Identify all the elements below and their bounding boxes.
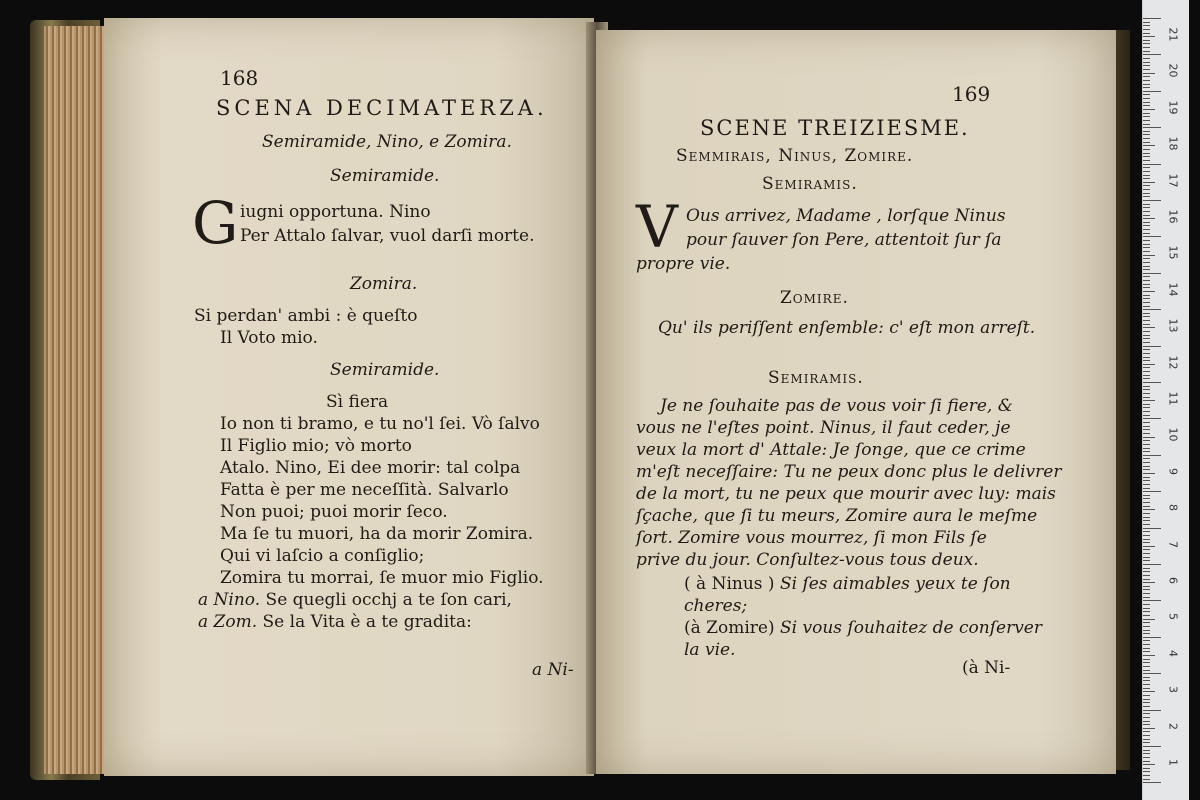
ruler-tick: [1143, 608, 1150, 609]
ruler-tick: [1143, 404, 1150, 405]
ruler-tick: [1143, 560, 1150, 561]
ruler-tick: [1143, 189, 1150, 190]
ruler-tick: [1143, 717, 1150, 718]
ruler-tick: [1143, 557, 1150, 558]
ruler-tick: [1143, 284, 1150, 285]
ruler-tick: [1143, 182, 1155, 183]
ruler-tick: [1143, 688, 1150, 689]
ruler-tick: [1143, 124, 1150, 125]
speaker-heading: Zomira.: [350, 274, 418, 294]
ruler-tick: [1143, 586, 1150, 587]
ruler-tick: [1143, 630, 1150, 631]
ruler-tick: [1143, 156, 1150, 157]
ruler-tick: [1143, 54, 1161, 55]
ruler-tick: [1143, 753, 1150, 754]
ruler-tick: [1143, 178, 1150, 179]
ruler-tick: [1143, 484, 1150, 485]
verse-text: Se la Vita è a te gradita:: [262, 612, 472, 632]
ruler-tick: [1143, 695, 1150, 696]
ruler-tick: [1143, 761, 1150, 762]
ruler-tick: [1143, 382, 1161, 383]
ruler-tick: [1143, 670, 1150, 671]
ruler-tick: [1143, 331, 1150, 332]
ruler-tick: [1143, 517, 1150, 518]
verse-line: Il Figlio mio; vò morto: [220, 436, 412, 456]
ruler-number: 12: [1166, 355, 1180, 370]
ruler-number: 14: [1166, 282, 1180, 297]
ruler-tick: [1143, 535, 1150, 536]
ruler-tick: [1143, 575, 1150, 576]
ruler-tick: [1143, 164, 1161, 165]
ruler-tick: [1143, 593, 1150, 594]
ruler-number: 10: [1166, 427, 1180, 442]
ruler-tick: [1143, 750, 1150, 751]
ruler-tick: [1143, 295, 1150, 296]
ruler-tick: [1143, 426, 1150, 427]
ruler-number: 7: [1166, 540, 1180, 548]
ruler-tick: [1143, 153, 1150, 154]
prose-text: Si vous ſouhaitez de conſerver: [780, 618, 1042, 638]
speaker-heading: Semiramis.: [762, 174, 858, 194]
ruler-tick: [1143, 25, 1150, 26]
characters-line: Semmirais, Ninus, Zomire.: [676, 146, 914, 166]
ruler-tick: [1143, 702, 1150, 703]
ruler-tick: [1143, 444, 1150, 445]
ruler-tick: [1143, 666, 1150, 667]
ruler-tick: [1143, 553, 1150, 554]
ruler-tick: [1143, 389, 1150, 390]
ruler-number: 20: [1166, 63, 1180, 78]
ruler-tick: [1143, 433, 1150, 434]
ruler-tick: [1143, 604, 1150, 605]
ruler-tick: [1143, 120, 1150, 121]
ruler-tick: [1143, 495, 1150, 496]
catchword: (à Ni-: [962, 658, 1011, 678]
ruler-tick: [1143, 724, 1150, 725]
verse-line: Il Voto mio.: [220, 328, 318, 348]
ruler-number: 21: [1166, 27, 1180, 42]
ruler-tick: [1143, 462, 1150, 463]
ruler-tick: [1143, 640, 1150, 641]
ruler-tick: [1143, 309, 1161, 310]
ruler-tick: [1143, 615, 1150, 616]
ruler-tick: [1143, 84, 1150, 85]
ruler-tick: [1143, 69, 1150, 70]
ruler-tick: [1143, 480, 1150, 481]
ruler-tick: [1143, 87, 1150, 88]
ruler-tick: [1143, 415, 1150, 416]
ruler-tick: [1143, 225, 1150, 226]
ruler-tick: [1143, 579, 1150, 580]
aside-line: [684, 618, 1042, 638]
ruler-tick: [1143, 313, 1150, 314]
page-number: 169: [952, 82, 991, 106]
ruler-tick: [1143, 440, 1150, 441]
prose-line: vous ne l'eſtes point. Ninus, il faut ceder, je: [636, 418, 1011, 438]
ruler-tick: [1143, 589, 1150, 590]
ruler-tick: [1143, 33, 1150, 34]
ruler-tick: [1143, 633, 1150, 634]
ruler-tick: [1143, 145, 1155, 146]
ruler-tick: [1143, 568, 1150, 569]
ruler-tick: [1143, 422, 1150, 423]
ruler-tick: [1143, 757, 1150, 758]
ruler-tick: [1143, 364, 1155, 365]
ruler-tick: [1143, 477, 1150, 478]
ruler-tick: [1143, 710, 1161, 711]
ruler-tick: [1143, 266, 1150, 267]
ruler-tick: [1143, 335, 1150, 336]
ruler-tick: [1143, 105, 1150, 106]
ruler-tick: [1143, 644, 1150, 645]
ruler-tick: [1143, 116, 1150, 117]
ruler-tick: [1143, 255, 1155, 256]
ruler-tick: [1143, 222, 1150, 223]
prose-line: m'eſt neceſſaire: Tu ne peux donc plus le delivrer: [636, 462, 1062, 482]
ruler-tick: [1143, 706, 1150, 707]
ruler-tick: [1143, 160, 1150, 161]
scene-title: SCENE TREIZIESME.: [700, 116, 970, 140]
ruler-tick: [1143, 699, 1150, 700]
ruler-tick: [1143, 73, 1155, 74]
left-page: [104, 18, 594, 776]
ruler-tick: [1143, 448, 1150, 449]
ruler-tick: [1143, 58, 1150, 59]
ruler-tick: [1143, 528, 1161, 529]
ruler-tick: [1143, 502, 1150, 503]
prose-line: prive du jour. Conſultez-vous tous deux.: [636, 550, 979, 570]
drop-cap: V: [636, 193, 678, 261]
ruler-number: 3: [1166, 686, 1180, 694]
ruler-tick: [1143, 651, 1150, 652]
ruler-number: 8: [1166, 504, 1180, 512]
aside-line: [198, 612, 472, 632]
ruler-tick: [1143, 498, 1150, 499]
ruler-tick: [1143, 258, 1150, 259]
ruler-tick: [1143, 509, 1155, 510]
ruler-tick: [1143, 542, 1150, 543]
ruler-tick: [1143, 251, 1150, 252]
verse-line: Atalo. Nino, Ei dee morir: tal colpa: [220, 458, 521, 478]
left-page-edges: [44, 26, 108, 774]
ruler-tick: [1143, 775, 1150, 776]
ruler-tick: [1143, 367, 1150, 368]
ruler-tick: [1143, 393, 1150, 394]
verse-line: Zomira tu morrai, ſe muor mio Figlio.: [220, 568, 544, 588]
ruler-number: 17: [1166, 173, 1180, 188]
ruler-tick: [1143, 91, 1161, 92]
speaker-heading: Semiramide.: [330, 360, 440, 380]
ruler-tick: [1143, 731, 1150, 732]
ruler-tick: [1143, 18, 1161, 19]
ruler-number: 16: [1166, 209, 1180, 224]
ruler-tick: [1143, 473, 1155, 474]
ruler-tick: [1143, 619, 1155, 620]
ruler-tick: [1143, 207, 1150, 208]
prose-line: Ous arrivez, Madame , lorſque Ninus: [686, 206, 1006, 226]
ruler-tick: [1143, 721, 1150, 722]
ruler-tick: [1143, 247, 1150, 248]
prose-line: veux la mort d' Attale: Je ſonge, que ce crime: [636, 440, 1026, 460]
verse-line: iugni opportuna. Nino: [240, 202, 431, 222]
ruler-tick: [1143, 466, 1150, 467]
ruler-tick: [1143, 211, 1150, 212]
ruler-tick: [1143, 167, 1150, 168]
ruler-tick: [1143, 302, 1150, 303]
verse-text: Se quegli occhj a te ſon cari,: [265, 590, 512, 610]
ruler-tick: [1143, 779, 1150, 780]
verse-line: Sì fiera: [326, 392, 389, 412]
ruler-tick: [1143, 138, 1150, 139]
right-page: [596, 30, 1116, 774]
ruler-tick: [1143, 131, 1150, 132]
ruler-tick: [1143, 571, 1150, 572]
ruler-tick: [1143, 659, 1150, 660]
ruler-tick: [1143, 280, 1150, 281]
verse-line: Qui vi laſcio a conſiglio;: [220, 546, 425, 566]
verse-line: Io non ti bramo, e tu no'l ſei. Vò ſalvo: [220, 414, 540, 434]
ruler-tick: [1143, 236, 1161, 237]
stage-direction: ( à Ninus ): [684, 574, 775, 594]
ruler-tick: [1143, 269, 1150, 270]
ruler-number: 11: [1166, 391, 1180, 406]
ruler-tick: [1143, 386, 1150, 387]
ruler-tick: [1143, 458, 1150, 459]
prose-line: ſort. Zomire vous mourrez, ſi mon Fils ſe: [636, 528, 987, 548]
ruler-tick: [1143, 346, 1161, 347]
ruler-number: 4: [1166, 649, 1180, 657]
ruler-tick: [1143, 488, 1150, 489]
ruler-tick: [1143, 397, 1150, 398]
ruler-tick: [1143, 47, 1150, 48]
ruler-tick: [1143, 76, 1150, 77]
ruler-tick: [1143, 80, 1150, 81]
aside-line: [198, 590, 512, 610]
ruler-tick: [1143, 520, 1150, 521]
ruler-tick: [1143, 353, 1150, 354]
ruler-tick: [1143, 276, 1150, 277]
stage-direction: (à Zomire): [684, 618, 775, 638]
ruler-number: 9: [1166, 467, 1180, 475]
ruler-number: 1: [1166, 759, 1180, 766]
ruler-tick: [1143, 768, 1150, 769]
ruler-tick: [1143, 582, 1155, 583]
ruler-tick: [1143, 273, 1161, 274]
ruler-tick: [1143, 175, 1150, 176]
ruler-tick: [1143, 429, 1150, 430]
prose-line: propre vie.: [636, 254, 731, 274]
ruler-tick: [1143, 407, 1150, 408]
ruler-tick: [1143, 655, 1155, 656]
ruler-tick: [1143, 316, 1150, 317]
ruler-tick: [1143, 360, 1150, 361]
ruler-tick: [1143, 691, 1155, 692]
ruler-tick: [1143, 134, 1150, 135]
ruler-tick: [1143, 680, 1150, 681]
scene-title: SCENA DECIMATERZA.: [216, 96, 548, 120]
speaker-heading: Zomire.: [780, 288, 849, 308]
ruler-tick: [1143, 782, 1161, 783]
ruler-tick: [1143, 262, 1150, 263]
page-number: 168: [220, 66, 259, 90]
ruler-tick: [1143, 662, 1150, 663]
open-book: [30, 14, 1130, 784]
ruler-tick: [1143, 142, 1150, 143]
ruler-tick: [1143, 320, 1150, 321]
ruler-tick: [1143, 539, 1150, 540]
measuring-ruler: [1142, 0, 1189, 800]
aside-line: [684, 574, 1011, 594]
ruler-tick: [1143, 549, 1150, 550]
ruler-tick: [1143, 109, 1155, 110]
ruler-tick: [1143, 626, 1150, 627]
prose-line: ſçache, que ſi tu meurs, Zomire aura le meſme: [636, 506, 1038, 526]
ruler-number: 5: [1166, 613, 1180, 621]
ruler-tick: [1143, 455, 1161, 456]
ruler-tick: [1143, 102, 1150, 103]
ruler-number: 13: [1166, 318, 1180, 333]
ruler-tick: [1143, 437, 1155, 438]
ruler-tick: [1143, 62, 1150, 63]
ruler-tick: [1143, 185, 1150, 186]
ruler-tick: [1143, 43, 1150, 44]
verse-line: Ma ſe tu muori, ha da morir Zomira.: [220, 524, 534, 544]
ruler-tick: [1143, 771, 1150, 772]
ruler-tick: [1143, 742, 1150, 743]
ruler-tick: [1143, 469, 1150, 470]
ruler-tick: [1143, 622, 1150, 623]
stage-direction: a Zom.: [198, 612, 258, 632]
ruler-tick: [1143, 735, 1150, 736]
verse-line: Non puoi; puoi morir ſeco.: [220, 502, 448, 522]
ruler-tick: [1143, 513, 1150, 514]
ruler-tick: [1143, 564, 1161, 565]
ruler-tick: [1143, 127, 1161, 128]
ruler-tick: [1143, 196, 1150, 197]
ruler-tick: [1143, 51, 1150, 52]
ruler-tick: [1143, 149, 1150, 150]
ruler-tick: [1143, 378, 1150, 379]
ruler-tick: [1143, 287, 1150, 288]
ruler-tick: [1143, 229, 1150, 230]
ruler-tick: [1143, 677, 1150, 678]
ruler-tick: [1143, 411, 1150, 412]
ruler-tick: [1143, 673, 1161, 674]
ruler-tick: [1143, 22, 1150, 23]
ruler-tick: [1143, 506, 1150, 507]
ruler-tick: [1143, 94, 1150, 95]
ruler-tick: [1143, 637, 1161, 638]
ruler-tick: [1143, 244, 1150, 245]
ruler-tick: [1143, 98, 1150, 99]
ruler-number: 6: [1166, 577, 1180, 584]
ruler-tick: [1143, 291, 1155, 292]
ruler-tick: [1143, 113, 1150, 114]
ruler-tick: [1143, 684, 1150, 685]
ruler-tick: [1143, 524, 1150, 525]
prose-line: cheres;: [684, 596, 748, 616]
ruler-tick: [1143, 193, 1150, 194]
ruler-tick: [1143, 29, 1150, 30]
ruler-tick: [1143, 600, 1161, 601]
drop-cap: G: [192, 189, 239, 257]
prose-line: de la mort, tu ne peux que mourir avec luy: mais: [636, 484, 1056, 504]
ruler-tick: [1143, 40, 1150, 41]
ruler-number: 2: [1166, 722, 1180, 730]
ruler-tick: [1143, 200, 1161, 201]
ruler-tick: [1143, 233, 1150, 234]
ruler-tick: [1143, 298, 1150, 299]
ruler-tick: [1143, 215, 1150, 216]
ruler-tick: [1143, 648, 1150, 649]
ruler-tick: [1143, 713, 1150, 714]
prose-line: pour ſauver ſon Pere, attentoit ſur ſa: [686, 230, 1002, 250]
prose-line: Qu' ils periſſent enſemble: c' eſt mon arreſt.: [658, 318, 1036, 338]
ruler-tick: [1143, 306, 1150, 307]
ruler-tick: [1143, 204, 1150, 205]
speaker-heading: Semiramis.: [768, 368, 864, 388]
ruler-tick: [1143, 342, 1150, 343]
ruler-tick: [1143, 739, 1150, 740]
ruler-tick: [1143, 764, 1155, 765]
verse-line: Fatta è per me neceſſità. Salvarlo: [220, 480, 509, 500]
ruler-tick: [1143, 400, 1155, 401]
ruler-number: 19: [1166, 100, 1180, 115]
ruler-tick: [1143, 746, 1161, 747]
ruler-number: 18: [1166, 136, 1180, 151]
stage-direction: a Nino.: [198, 590, 261, 610]
ruler-tick: [1143, 418, 1161, 419]
prose-text: Si ſes aimables yeux te ſon: [779, 574, 1011, 594]
ruler-tick: [1143, 327, 1155, 328]
ruler-tick: [1143, 491, 1161, 492]
characters-line: Semiramide, Nino, e Zomira.: [262, 132, 512, 152]
ruler-tick: [1143, 531, 1150, 532]
prose-line: Je ne ſouhaite pas de vous voir ſi fiere, &: [660, 396, 1013, 416]
ruler-tick: [1143, 240, 1150, 241]
ruler-tick: [1143, 171, 1150, 172]
ruler-tick: [1143, 349, 1150, 350]
verse-line: Si perdan' ambi : è queſto: [194, 306, 418, 326]
ruler-tick: [1143, 218, 1155, 219]
ruler-tick: [1143, 338, 1150, 339]
ruler-tick: [1143, 597, 1150, 598]
ruler-tick: [1143, 728, 1155, 729]
prose-line: la vie.: [684, 640, 736, 660]
ruler-tick: [1143, 36, 1155, 37]
ruler-tick: [1143, 375, 1150, 376]
speaker-heading: Semiramide.: [330, 166, 440, 186]
ruler-tick: [1143, 611, 1150, 612]
ruler-tick: [1143, 451, 1150, 452]
ruler-tick: [1143, 357, 1150, 358]
catchword: a Ni-: [532, 660, 574, 680]
ruler-tick: [1143, 546, 1155, 547]
verse-line: Per Attalo ſalvar, vuol darſi morte.: [240, 226, 535, 246]
ruler-tick: [1143, 65, 1150, 66]
ruler-tick: [1143, 324, 1150, 325]
ruler-tick: [1143, 371, 1150, 372]
ruler-number: 15: [1166, 245, 1180, 260]
